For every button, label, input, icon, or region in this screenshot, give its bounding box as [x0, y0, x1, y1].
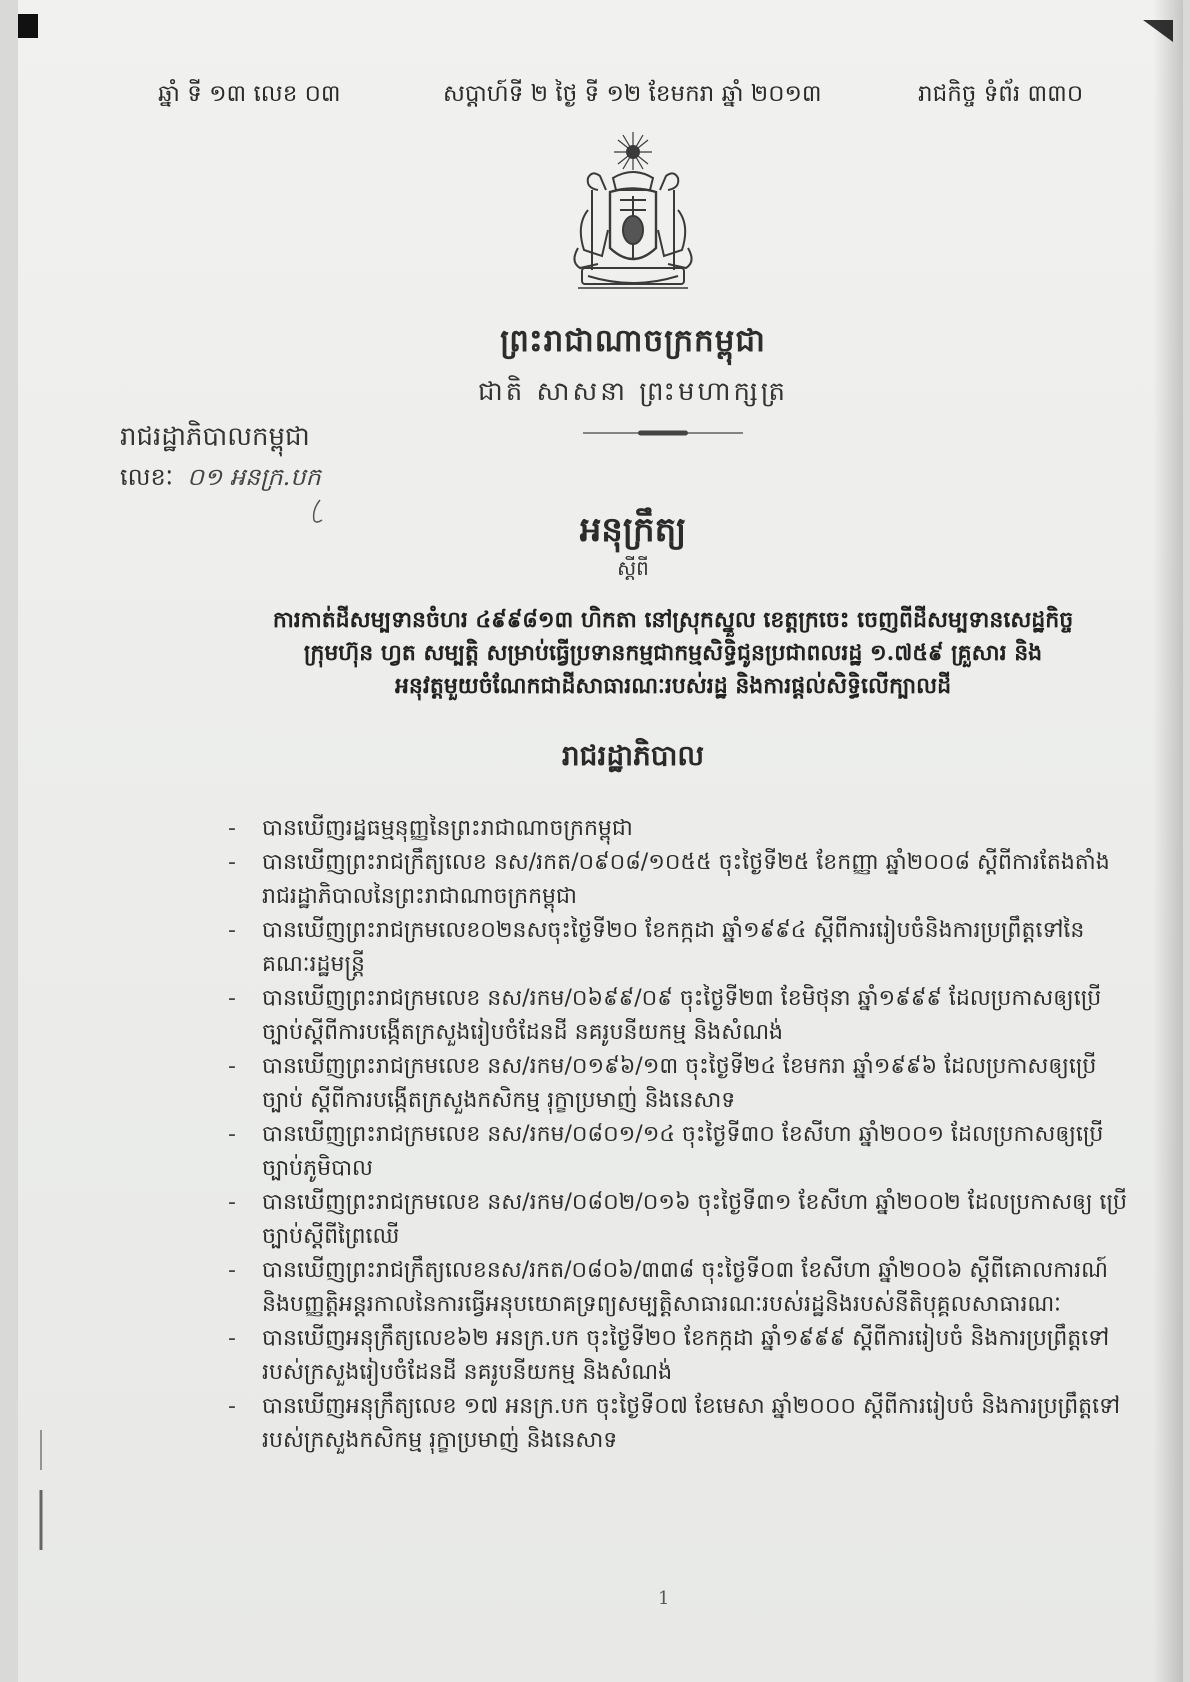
- list-bullet: -: [228, 816, 236, 841]
- legal-basis-list: [228, 812, 1128, 1458]
- list-item: - បានឃើញរដ្ឋធម្មនុញ្ញនៃព្រះរាជាណាចក្រកម្ពុជា: [228, 812, 1128, 846]
- scan-registration-mark: [18, 14, 38, 38]
- list-bullet: -: [228, 1054, 236, 1079]
- reference-number-value: ០១ អនក្រ.បក: [187, 463, 321, 491]
- list-item: - បានឃើញព្រះរាជក្រមលេខ នស/រកម/០៦៩៩/០៩ ចុះថ្ងៃទី២៣ ខែមិថុនា ឆ្នាំ១៩៩៩ ដែលប្រកាសឲ្យប្រើច្បាប់ស្តីពីការបង្កើតក្រសួងរៀបចំដែនដី នគរូបនីយកម្ម និងសំណង់: [228, 982, 1128, 1050]
- list-item: - បានឃើញអនុក្រឹត្យលេខ ១៧ អនក្រ.បក ចុះថ្ងៃទី០៧ ខែមេសា ឆ្នាំ២០០០ ស្តីពីការរៀបចំ និងការប្រព្រឹត្តទៅរបស់ក្រសួងកសិកម្ម រុក្ខាប្រមាញ់ និងនេសាទ: [228, 1390, 1128, 1458]
- list-bullet: -: [228, 918, 236, 943]
- list-item: - បានឃើញព្រះរាជក្រឹត្យលេខនស/រកត/០៨០៦/៣៣៨ ចុះថ្ងៃទី០៣ ខែសីហា ឆ្នាំ២០០៦ ស្តីពីគោលការណ៍ និងបញ្ញត្តិអន្តរកាលនៃការធ្វើអនុបយោគទ្រព្យសម្បត្តិសាធារណៈរបស់រដ្ឋនិងរបស់នីតិបុគ្គលសាធារណៈ: [228, 1254, 1128, 1322]
- list-item: - បានឃើញព្រះរាជក្រមលេខ នស/រកម/០៨០២/០១៦ ចុះថ្ងៃទី៣១ ខែសីហា ឆ្នាំ២០០២ ដែលប្រកាសឲ្យ ប្រើច្បាប់ស្តីពីព្រៃឈើ: [228, 1186, 1128, 1254]
- gazette-page-ref: រាជកិច្ច ទំព័រ ៣៣០: [918, 81, 1084, 107]
- kingdom-name: ព្រះរាជាណាចក្រកម្ពុជា: [500, 323, 766, 359]
- list-bullet: -: [228, 1122, 236, 1147]
- reference-number-label: លេខៈ: [120, 463, 174, 491]
- list-item: - បានឃើញព្រះរាជក្រមលេខ នស/រកម/០១៩៦/១៣ ចុះថ្ងៃទី២៤ ខែមករា ឆ្នាំ១៩៩៦ ដែលប្រកាសឲ្យប្រើច្បាប់ ស្តីពីការបង្កើតក្រសួងកសិកម្ម រុក្ខាប្រមាញ់ និងនេសាទ: [228, 1050, 1128, 1118]
- government-heading: រាជរដ្ឋាភិបាល: [561, 739, 705, 772]
- national-motto: ជាតិ សាសនា ព្រះមហាក្សត្រ: [478, 377, 788, 407]
- list-bullet: -: [228, 986, 236, 1011]
- gazette-issue: ឆ្នាំ ទី ១៣ លេខ ០៣: [158, 81, 341, 107]
- title-line: ក្រុមហ៊ុន ហ្វត សម្បត្តិ សម្រាប់ធ្វើប្រទានកម្មជាកម្មសិទ្ធិជូនប្រជាពលរដ្ឋ ១.៧៥៩ គ្រួសារ និង: [303, 640, 1043, 666]
- page-edge-shadow: [1153, 0, 1183, 1682]
- list-bullet: -: [228, 1258, 236, 1283]
- list-item: - បានឃើញព្រះរាជក្រមលេខ០២នសចុះថ្ងៃទី២០ ខែកក្កដា ឆ្នាំ១៩៩៤ ស្តីពីការរៀបចំនិងការប្រព្រឹត្តទៅនៃគណៈរដ្ឋមន្ត្រី: [228, 914, 1128, 982]
- list-bullet: -: [228, 850, 236, 875]
- royal-coat-of-arms-icon: [558, 130, 708, 300]
- list-bullet: -: [228, 1190, 236, 1215]
- gazette-date: សប្តាហ៍ទី ២ ថ្ងៃ ទី ១២ ខែមករា ឆ្នាំ ២០១៣: [443, 81, 822, 107]
- reference-number: [120, 462, 321, 497]
- document-type: អនុក្រឹត្យ: [579, 510, 687, 550]
- list-item: - បានឃើញព្រះរាជក្រមលេខ នស/រកម/០៨០១/១៤ ចុះថ្ងៃទី៣០ ខែសីហា ឆ្នាំ២០០១ ដែលប្រកាសឲ្យប្រើច្បាប់ភូមិបាល: [228, 1118, 1128, 1186]
- handwritten-stroke-icon: [308, 498, 324, 524]
- document-page: [18, 0, 1183, 1682]
- issuer-label: រាជរដ្ឋាភិបាលកម្ពុជា: [120, 422, 310, 452]
- title-line: អនុវត្តមួយចំណែកជាដីសាធារណៈរបស់រដ្ឋ និងការផ្តល់សិទ្ធិលើក្បាលដី: [394, 673, 952, 699]
- list-item: - បានឃើញព្រះរាជក្រឹត្យលេខ នស/រកត/០៩០៨/១០៥៥ ចុះថ្ងៃទី២៥ ខែកញ្ញា ឆ្នាំ២០០៨ ស្តីពីការតែងតាំងរាជរដ្ឋាភិបាលនៃព្រះរាជាណាចក្រកម្ពុជា: [228, 846, 1128, 914]
- document-title: [233, 604, 1113, 703]
- list-bullet: -: [228, 1394, 236, 1419]
- title-line: ការកាត់ដីសម្បទានចំហរ ៤៩៩៨១៣ ហិកតា នៅស្រុកស្នួល ខេត្តក្រចេះ ចេញពីដីសម្បទានសេដ្ឋកិច្ច: [272, 607, 1074, 633]
- list-item: - បានឃើញអនុក្រឹត្យលេខ៦២ អនក្រ.បក ចុះថ្ងៃទី២០ ខែកក្កដា ឆ្នាំ១៩៩៩ ស្តីពីការរៀបចំ និងការប្រព្រឹត្តទៅរបស់ក្រសួងរៀបចំដែនដី នគរូបនីយកម្ម និងសំណង់: [228, 1322, 1128, 1390]
- binder-mark-icon: [38, 1430, 44, 1550]
- page-number: 1: [658, 1588, 670, 1609]
- divider-ornament-icon: [583, 430, 743, 436]
- regarding-label: ស្តីពី: [617, 556, 649, 580]
- list-bullet: -: [228, 1326, 236, 1351]
